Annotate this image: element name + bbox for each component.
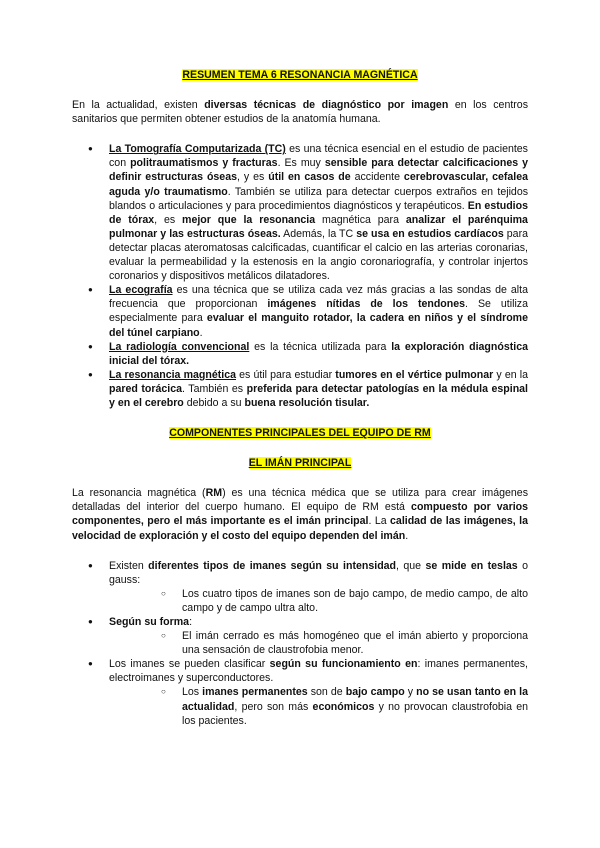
list-item-resonancia: ● La resonancia magnética es útil para estudiar tumores en el vértice pulmonar y en la pared torácica. También es preferida para detectar patologías en la médula espinal y en el cerebro debido a su buena resolución tisular.	[72, 368, 528, 410]
imaging-techniques-list	[72, 142, 528, 410]
iman-types-list	[72, 559, 528, 728]
document-page	[72, 68, 528, 728]
section-heading-componentes: COMPONENTES PRINCIPALES DEL EQUIPO DE RM	[169, 427, 431, 440]
list-item-ecografia: ● La ecografía es una técnica que se utiliza cada vez más gracias a las sondas de alta frecuencia que proporcionan imágenes nítidas de los tendones. Se utiliza especialmente para evaluar el manguito rotador, la cadera en niños y el síndrome del túnel carpiano.	[72, 283, 528, 339]
page-title: RESUMEN TEMA 6 RESONANCIA MAGNÉTICA	[182, 69, 418, 81]
sublist-forma	[109, 629, 528, 657]
section-heading-iman: EL IMÁN PRINCIPAL	[248, 457, 352, 470]
list-item-forma: ● Según su forma: ○ El imán cerrado es más homogéneo que el imán abierto y proporciona una sensación de claustrofobia menor.	[72, 615, 528, 657]
sublist-item: ○ El imán cerrado es más homogéneo que el imán abierto y proporciona una sensación de claustrofobia menor.	[145, 629, 528, 657]
sublist-funcionamiento	[109, 685, 528, 727]
sublist-intensidad	[109, 587, 528, 615]
iman-paragraph: La resonancia magnética (RM) es una técnica médica que se utiliza para crear imágenes detalladas del interior del cuerpo humano. El equipo de RM está compuesto por varios componentes, pero el más importante es el imán principal. La calidad de las imágenes, la velocidad de exploración y el costo del equipo dependen del imán.	[72, 487, 529, 542]
list-item-intensidad: ● Existen diferentes tipos de imanes según su intensidad, que se mide en teslas o gauss: ○ Los cuatro tipos de imanes son de bajo campo, de medio campo, de alto campo y de campo ultra alto.	[72, 559, 528, 615]
sublist-item: ○ Los cuatro tipos de imanes son de bajo campo, de medio campo, de alto campo y de campo ultra alto.	[145, 587, 528, 615]
list-item-funcionamiento: ● Los imanes se pueden clasificar según su funcionamiento en: imanes permanentes, electroimanes y superconductores. ○ Los imanes permanentes son de bajo campo y no se usan tanto en la actualidad, pero son más económicos y no provocan claustrofobia en los pacientes.	[72, 657, 528, 727]
sublist-item: ○ Los imanes permanentes son de bajo campo y no se usan tanto en la actualidad, pero son más económicos y no provocan claustrofobia en los pacientes.	[145, 685, 528, 727]
intro-paragraph: En la actualidad, existen diversas técnicas de diagnóstico por imagen en los centros sanitarios que permiten obtener estudios de la anatomía humana.	[72, 99, 528, 126]
list-item-radiologia: ● La radiología convencional es la técnica utilizada para la exploración diagnóstica inicial del tórax.	[72, 340, 528, 368]
list-item-tc: ● La Tomografía Computarizada (TC) es una técnica esencial en el estudio de pacientes con politraumatismos y fracturas. Es muy sensible para detectar calcificaciones y definir estructuras óseas, y es útil en casos de accidente cerebrovascular, cefalea aguda y/o traumatismo. También se utiliza para detectar cuerpos extraños en tejidos blandos o articulaciones y para procedimientos diagnósticos y terapéuticos. En estudios de tórax, es mejor que la resonancia magnética para analizar el parénquima pulmonar y las estructuras óseas. Además, la TC se usa en estudios cardíacos para detectar placas ateromatosas calcificadas, cuantificar el calcio en las arterias coronarias, evaluar la permeabilidad y la estenosis en la angio coronariografía, y controlar injertos coronarios y dispositivos metálicos dilatadores.	[72, 142, 528, 283]
